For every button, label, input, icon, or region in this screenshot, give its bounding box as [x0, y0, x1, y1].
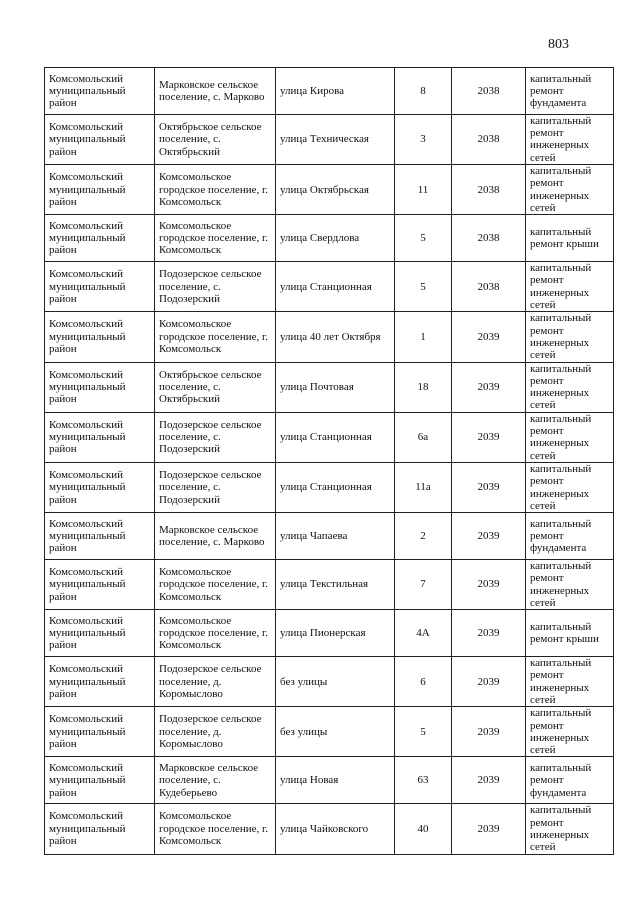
- street-cell: улица Кирова: [276, 68, 395, 115]
- settlement-cell: Комсомольское городское поселение, г. Комсомольск: [155, 312, 276, 362]
- settlement-cell: Марковское сельское поселение, с. Марково: [155, 68, 276, 115]
- work-type-cell: капитальный ремонт инженерных сетей: [526, 362, 614, 412]
- street-cell: без улицы: [276, 657, 395, 707]
- settlement-cell: Подозерское сельское поселение, д. Коромыслово: [155, 657, 276, 707]
- district-cell: Комсомольский муниципальный район: [45, 165, 155, 215]
- district-cell: Комсомольский муниципальный район: [45, 215, 155, 262]
- street-cell: улица Почтовая: [276, 362, 395, 412]
- work-type-cell: капитальный ремонт фундамента: [526, 513, 614, 560]
- street-cell: улица Чапаева: [276, 513, 395, 560]
- street-cell: улица Станционная: [276, 412, 395, 462]
- table-row: [45, 707, 614, 757]
- year-cell: 2039: [452, 610, 526, 657]
- table-row: [45, 262, 614, 312]
- district-cell: Комсомольский муниципальный район: [45, 114, 155, 164]
- house-number-cell: 11: [395, 165, 452, 215]
- year-cell: 2039: [452, 312, 526, 362]
- table-row: [45, 657, 614, 707]
- year-cell: 2039: [452, 462, 526, 512]
- street-cell: улица Свердлова: [276, 215, 395, 262]
- page-number: 803: [548, 37, 569, 52]
- table-row: [45, 804, 614, 854]
- repair-schedule-table: [44, 67, 614, 855]
- district-cell: Комсомольский муниципальный район: [45, 362, 155, 412]
- district-cell: Комсомольский муниципальный район: [45, 610, 155, 657]
- settlement-cell: Комсомольское городское поселение, г. Комсомольск: [155, 804, 276, 854]
- table-row: [45, 412, 614, 462]
- settlement-cell: Комсомольское городское поселение, г. Комсомольск: [155, 215, 276, 262]
- street-cell: улица Пионерская: [276, 610, 395, 657]
- settlement-cell: Подозерское сельское поселение, с. Подозерский: [155, 262, 276, 312]
- work-type-cell: капитальный ремонт крыши: [526, 215, 614, 262]
- street-cell: без улицы: [276, 707, 395, 757]
- year-cell: 2039: [452, 757, 526, 804]
- house-number-cell: 5: [395, 215, 452, 262]
- house-number-cell: 4А: [395, 610, 452, 657]
- settlement-cell: Марковское сельское поселение, с. Марково: [155, 513, 276, 560]
- table-row: [45, 312, 614, 362]
- year-cell: 2038: [452, 68, 526, 115]
- work-type-cell: капитальный ремонт инженерных сетей: [526, 312, 614, 362]
- house-number-cell: 5: [395, 707, 452, 757]
- work-type-cell: капитальный ремонт фундамента: [526, 68, 614, 115]
- district-cell: Комсомольский муниципальный район: [45, 559, 155, 609]
- year-cell: 2038: [452, 215, 526, 262]
- street-cell: улица Техническая: [276, 114, 395, 164]
- table-row: [45, 559, 614, 609]
- street-cell: улица Чайковского: [276, 804, 395, 854]
- year-cell: 2038: [452, 114, 526, 164]
- work-type-cell: капитальный ремонт инженерных сетей: [526, 165, 614, 215]
- house-number-cell: 7: [395, 559, 452, 609]
- year-cell: 2039: [452, 513, 526, 560]
- settlement-cell: Комсомольское городское поселение, г. Комсомольск: [155, 165, 276, 215]
- district-cell: Комсомольский муниципальный район: [45, 412, 155, 462]
- house-number-cell: 5: [395, 262, 452, 312]
- year-cell: 2039: [452, 804, 526, 854]
- work-type-cell: капитальный ремонт инженерных сетей: [526, 114, 614, 164]
- district-cell: Комсомольский муниципальный район: [45, 804, 155, 854]
- street-cell: улица 40 лет Октября: [276, 312, 395, 362]
- settlement-cell: Комсомольское городское поселение, г. Комсомольск: [155, 559, 276, 609]
- table-row: [45, 513, 614, 560]
- district-cell: Комсомольский муниципальный район: [45, 462, 155, 512]
- table-row: [45, 462, 614, 512]
- settlement-cell: Подозерское сельское поселение, с. Подозерский: [155, 412, 276, 462]
- house-number-cell: 1: [395, 312, 452, 362]
- settlement-cell: Подозерское сельское поселение, д. Коромыслово: [155, 707, 276, 757]
- year-cell: 2039: [452, 559, 526, 609]
- district-cell: Комсомольский муниципальный район: [45, 657, 155, 707]
- house-number-cell: 2: [395, 513, 452, 560]
- district-cell: Комсомольский муниципальный район: [45, 513, 155, 560]
- settlement-cell: Комсомольское городское поселение, г. Комсомольск: [155, 610, 276, 657]
- district-cell: Комсомольский муниципальный район: [45, 312, 155, 362]
- work-type-cell: капитальный ремонт крыши: [526, 610, 614, 657]
- settlement-cell: Октябрьское сельское поселение, с. Октябрьский: [155, 362, 276, 412]
- street-cell: улица Новая: [276, 757, 395, 804]
- work-type-cell: капитальный ремонт инженерных сетей: [526, 707, 614, 757]
- street-cell: улица Текстильная: [276, 559, 395, 609]
- table-row: [45, 610, 614, 657]
- house-number-cell: 8: [395, 68, 452, 115]
- street-cell: улица Станционная: [276, 462, 395, 512]
- settlement-cell: Марковское сельское поселение, с. Кудеберьево: [155, 757, 276, 804]
- work-type-cell: капитальный ремонт инженерных сетей: [526, 462, 614, 512]
- year-cell: 2039: [452, 362, 526, 412]
- district-cell: Комсомольский муниципальный район: [45, 757, 155, 804]
- table-row: [45, 114, 614, 164]
- street-cell: улица Станционная: [276, 262, 395, 312]
- year-cell: 2039: [452, 657, 526, 707]
- work-type-cell: капитальный ремонт инженерных сетей: [526, 412, 614, 462]
- district-cell: Комсомольский муниципальный район: [45, 68, 155, 115]
- settlement-cell: Подозерское сельское поселение, с. Подозерский: [155, 462, 276, 512]
- district-cell: Комсомольский муниципальный район: [45, 262, 155, 312]
- house-number-cell: 40: [395, 804, 452, 854]
- house-number-cell: 3: [395, 114, 452, 164]
- house-number-cell: 18: [395, 362, 452, 412]
- work-type-cell: капитальный ремонт фундамента: [526, 757, 614, 804]
- work-type-cell: капитальный ремонт инженерных сетей: [526, 657, 614, 707]
- house-number-cell: 63: [395, 757, 452, 804]
- year-cell: 2039: [452, 707, 526, 757]
- work-type-cell: капитальный ремонт инженерных сетей: [526, 804, 614, 854]
- district-cell: Комсомольский муниципальный район: [45, 707, 155, 757]
- house-number-cell: 6: [395, 657, 452, 707]
- table-row: [45, 757, 614, 804]
- table-row: [45, 215, 614, 262]
- table-row: [45, 165, 614, 215]
- year-cell: 2039: [452, 412, 526, 462]
- year-cell: 2038: [452, 262, 526, 312]
- year-cell: 2038: [452, 165, 526, 215]
- work-type-cell: капитальный ремонт инженерных сетей: [526, 262, 614, 312]
- table-row: [45, 68, 614, 115]
- table-row: [45, 362, 614, 412]
- settlement-cell: Октябрьское сельское поселение, с. Октябрьский: [155, 114, 276, 164]
- house-number-cell: 6а: [395, 412, 452, 462]
- table-body: [45, 68, 614, 855]
- work-type-cell: капитальный ремонт инженерных сетей: [526, 559, 614, 609]
- street-cell: улица Октябрьская: [276, 165, 395, 215]
- house-number-cell: 11а: [395, 462, 452, 512]
